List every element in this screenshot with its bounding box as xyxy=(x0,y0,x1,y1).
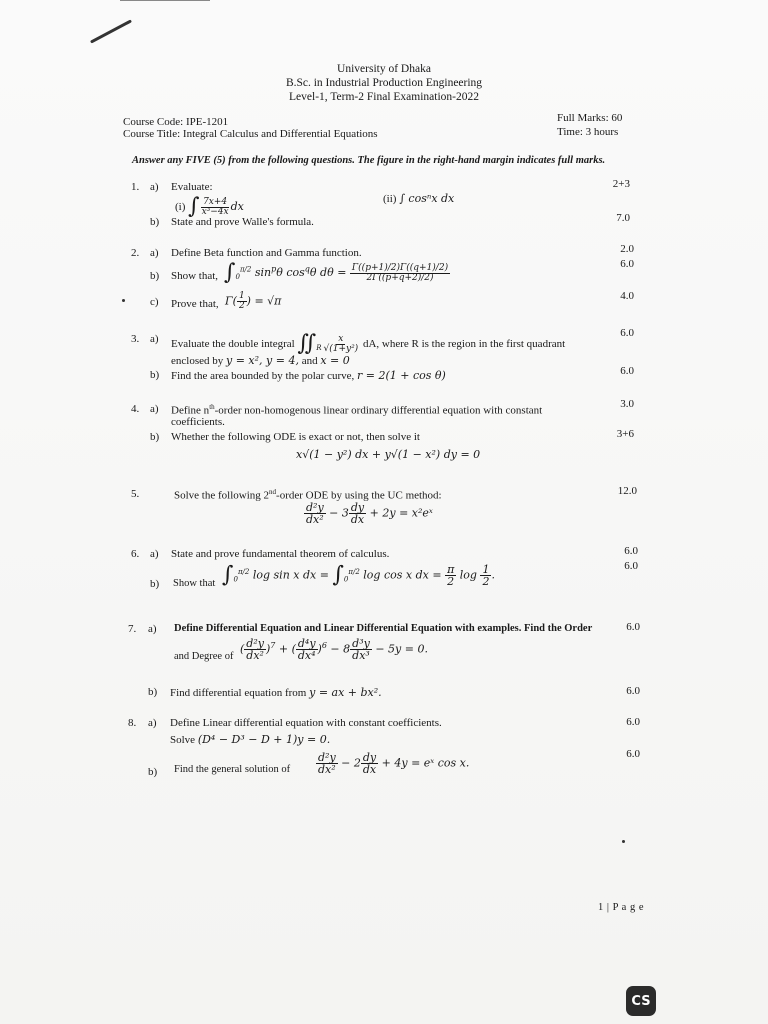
q3b-marks: 6.0 xyxy=(620,365,634,377)
instructions: Answer any FIVE (5) from the following questions. The figure in the right-hand margin indicates full marks. xyxy=(132,155,606,166)
q4a-text3: coefficients. xyxy=(171,416,225,428)
q8a-text: Define Linear differential equation with constant coefficients. xyxy=(170,717,442,729)
q6-number: 6. xyxy=(131,548,140,560)
q1a-text: Evaluate: xyxy=(171,181,213,193)
q2c-expression: Γ( $\frac{1}{2}$ ) = √π xyxy=(225,291,282,311)
q1a-i-label: (i) xyxy=(175,201,186,213)
q3a-line2 xyxy=(171,354,350,367)
q3a-text4: and xyxy=(301,355,318,367)
q7b-text: Find differential equation from xyxy=(170,687,307,699)
q6b-label: b) xyxy=(150,578,160,590)
q3a-marks: 6.0 xyxy=(620,327,634,339)
exam-time: Time: 3 hours xyxy=(557,126,619,138)
q8b-text: Find the general solution of xyxy=(174,764,291,775)
q4a-text1: Define n xyxy=(171,404,210,417)
q4a-text2: -order non-homogenous linear ordinary differential equation with constant xyxy=(214,404,543,417)
q7b-function: y = ax + bx². xyxy=(309,686,382,699)
q2a-text: Define Beta function and Gamma function. xyxy=(171,247,362,259)
pen-mark xyxy=(90,19,132,43)
q2a-label: a) xyxy=(150,247,159,259)
q1a-ii xyxy=(383,192,454,205)
q5-line xyxy=(174,488,442,502)
q7a-marks: 6.0 xyxy=(626,621,640,633)
q7a-text1: Define Differential Equation and Linear Differential Equation with examples. Find the Order xyxy=(174,623,593,634)
q3a-text1: Evaluate the double integral xyxy=(171,338,295,350)
q5-text1: Solve the following 2 xyxy=(174,489,270,502)
q4b-label: b) xyxy=(150,431,160,443)
q6a-marks: 6.0 xyxy=(624,545,638,557)
course-code: Course Code: IPE-1201 xyxy=(123,116,229,128)
q2b-expression: $\int_0^{\pi/2}$ $\sin^p\theta$ $\cos^q\theta$ dθ = $\frac{\Gamma((p+1)/2)\Gamma((q+1)/2)}{2\Gamma((p+q+2)/2)}$ xyxy=(224,260,449,285)
q8a-label: a) xyxy=(148,717,157,729)
q8a-marks: 6.0 xyxy=(626,716,640,728)
q8b-equation: $\frac{\text{d²y}}{\text{dx²}}$ − 2 $\frac{dy}{dx}$ + 4y = eˣ cos x. xyxy=(318,751,470,776)
course-title: Course Title: Integral Calculus and Differential Equations xyxy=(123,128,378,140)
q4b-marks: 3+6 xyxy=(616,428,634,440)
q7-number: 7. xyxy=(128,623,137,635)
q2c-marks: 4.0 xyxy=(620,290,634,302)
speck xyxy=(622,840,625,843)
q8b-marks: 6.0 xyxy=(626,748,640,760)
q2c-text: Prove that, xyxy=(171,298,219,310)
q5-number: 5. xyxy=(131,488,140,500)
q2b-text: Show that, xyxy=(171,270,219,282)
q3a-label: a) xyxy=(150,333,159,345)
full-marks: Full Marks: 60 xyxy=(557,112,623,124)
q3b-label: b) xyxy=(150,369,160,381)
q4a-sup: th xyxy=(209,403,215,411)
q8b-label: b) xyxy=(148,766,158,778)
q3b-text: Find the area bounded by the polar curve, xyxy=(171,370,355,382)
exam-name: Level-1, Term-2 Final Examination-2022 xyxy=(289,91,479,103)
page-number: 1 | P a g e xyxy=(598,902,644,913)
q4b-text: Whether the following ODE is exact or not, then solve it xyxy=(171,431,420,443)
q1b-text: State and prove Walle's formula. xyxy=(171,216,314,228)
q3a-line1 xyxy=(171,333,565,355)
q1a-ii-expression: ∫ cosⁿx dx xyxy=(399,192,455,205)
camscanner-badge: CS xyxy=(626,986,656,1016)
q4a-line1 xyxy=(171,403,542,417)
q8a-solve: Solve xyxy=(170,734,196,746)
university-name: University of Dhaka xyxy=(337,63,431,75)
q4-number: 4. xyxy=(131,403,140,415)
q6b-marks: 6.0 xyxy=(624,560,638,572)
q3a-integrand: $∬_R$ $\frac{x}{\text{√(1+y²)}}$ xyxy=(297,331,359,356)
q5-marks: 12.0 xyxy=(617,485,637,497)
q2b-marks: 6.0 xyxy=(620,258,634,270)
q1a-label: a) xyxy=(150,181,159,193)
q1a-marks: 2+3 xyxy=(612,178,630,190)
q1a-ii-label: (ii) xyxy=(383,193,397,205)
q4a-marks: 3.0 xyxy=(620,398,634,410)
q4a-label: a) xyxy=(150,403,159,415)
speck xyxy=(122,299,125,302)
q5-equation: $\frac{\text{d²y}}{\text{dx²}}$ − 3 $\frac{dy}{dx}$ + 2y = x²eˣ xyxy=(306,501,433,526)
q7a-text2: and Degree of xyxy=(174,651,234,662)
q1a-i-expression: ∫ $\frac{7x+4}{\text{x³−4x}}$ dx xyxy=(188,194,244,219)
q1b-marks: 7.0 xyxy=(616,212,630,224)
q3b-line xyxy=(171,369,446,382)
q8a-equation: (D⁴ − D³ − D + 1)y = 0. xyxy=(197,733,331,746)
q8-number: 8. xyxy=(128,717,137,729)
q8a-solve-line xyxy=(170,733,330,746)
q1b-label: b) xyxy=(150,216,160,228)
q1-number: 1. xyxy=(131,181,140,193)
q1a-i xyxy=(175,196,244,218)
q6b-expression: $\int_0^{\pi/2}$ log sin x dx = $\int_0^{\pi/2}$ log cos x dx = $\frac{\pi}{2}$ log $\frac{1}{2}$ . xyxy=(222,562,495,588)
q6a-label: a) xyxy=(150,548,159,560)
q5-text2: -order ODE by using the UC method: xyxy=(276,489,442,502)
q7b-marks: 6.0 xyxy=(626,685,640,697)
q2b-label: b) xyxy=(150,270,160,282)
q7b-line xyxy=(170,686,382,699)
q6b-text: Show that xyxy=(173,578,216,589)
q4b-equation: x√(1 − y²) dx + y√(1 − x²) dy = 0 xyxy=(296,448,481,461)
q3a-bounds: y = x², y = 4, xyxy=(225,354,299,367)
q2-number: 2. xyxy=(131,247,140,259)
q2a-marks: 2.0 xyxy=(620,243,634,255)
top-rule xyxy=(120,0,210,1)
q7b-label: b) xyxy=(148,686,158,698)
q7a-expression: ( $\frac{\text{d²y}}{\text{dx²}}$ )$^7$ + ( $\frac{\text{d⁴y}}{\text{dx⁴}}$ )$^6$ − 8 $\frac{\text{d³y}}{\text{dx³}}$ − 5y = 0. xyxy=(240,637,428,662)
q6a-text: State and prove fundamental theorem of calculus. xyxy=(171,548,390,560)
q5-sup: nd xyxy=(269,488,277,496)
q3a-bound-x: x = 0 xyxy=(320,354,350,367)
q2c-label: c) xyxy=(150,296,159,308)
q3a-text2: dA, where R is the region in the first quadrant xyxy=(362,338,566,350)
q3b-curve: r = 2(1 + cos θ) xyxy=(357,369,446,382)
q3-number: 3. xyxy=(131,333,140,345)
program-name: B.Sc. in Industrial Production Engineering xyxy=(285,77,483,89)
q3a-text3: enclosed by xyxy=(171,355,224,367)
q7a-label: a) xyxy=(148,623,157,635)
